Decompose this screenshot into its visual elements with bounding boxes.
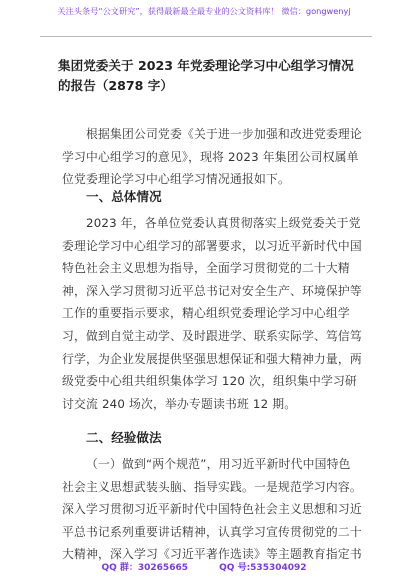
footer-contact [0, 560, 408, 573]
intro-paragraph: 根据集团公司党委《关于进一步加强和改进党委理论学习中心组学习的意见》，现将 2023 年集团公司权属单位党委理论学习中心组学习情况通报如下。 [62, 127, 362, 187]
document-title: 集团党委关于 2023 年党委理论学习中心组学习情况的报告（2878 字） [58, 58, 354, 93]
experience-paragraph: （一）做到“两个规范”，用习近平新时代中国特色社会主义思想武装头脑、指导实践。一是规范学习内容。深入学习贯彻习近平新时代中国特色社会主义思想和习近平总书记系列重要讲话精神，认真学习宣传贯彻党的二十大精神，深入学习《习近平著作选读》等主题教育指定书 [62, 457, 362, 562]
qq-group-number: QQ 群：30265665 [101, 563, 188, 573]
header-divider [40, 36, 372, 37]
section-heading-experience: 二、经验做法 [86, 430, 162, 445]
overview-paragraph: 2023 年，各单位党委认真贯彻落实上级党委关于党委理论学习中心组学习的部署要求，以习近平新时代中国特色社会主义思想为指导，全面学习贯彻党的二十大精神，深入学习贯彻习近平总书记对安全生产、环境保护等工作的重要指示要求，精心组织党委理论学习中心组学习，做到自觉主动学、及时跟进学、联系实际学、笃信笃行学，为企业发展提供坚强思想保证和强大精神力量，两级党委中心组共组织集体学习 120 次，组织集中学习研讨交流 240 场次，举办专题读书班 12 期。 [62, 216, 362, 411]
qq-number: QQ 号:535304092 [219, 563, 307, 573]
header-banner-text: 关注头条号“公文研究”，获得最新最全最专业的公文资料库！ 微信：gongwenyj [57, 6, 351, 16]
section-heading-overview: 一、总体情况 [86, 189, 162, 204]
header-banner [0, 5, 408, 35]
